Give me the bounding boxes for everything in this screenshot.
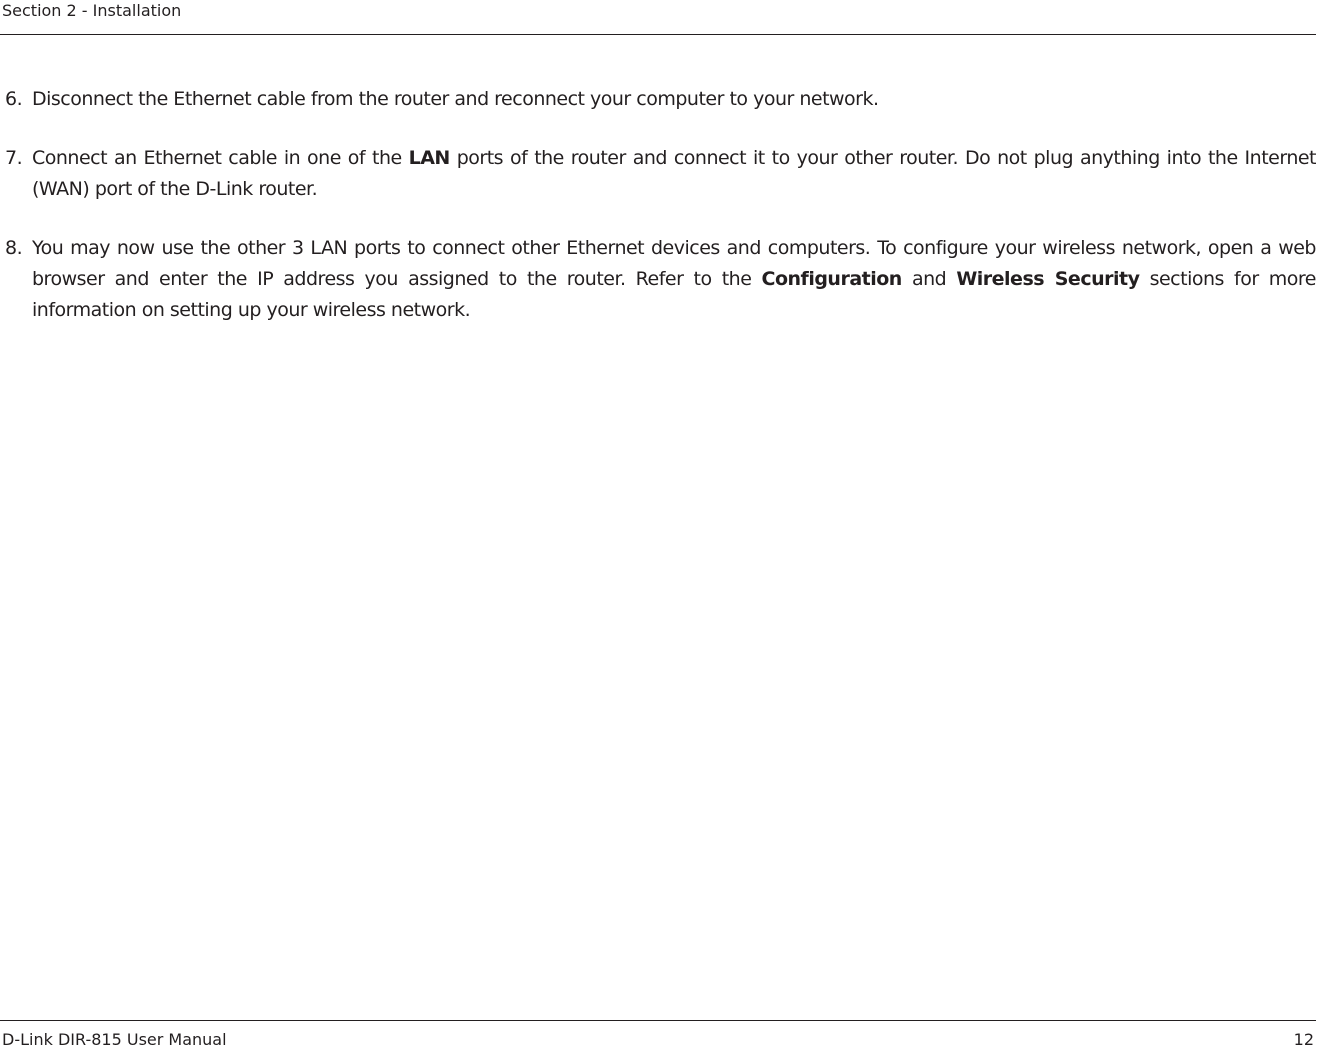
step-6-text: Disconnect the Ethernet cable from the router and reconnect your computer to your network.: [32, 88, 879, 110]
step-text: [32, 84, 1316, 115]
step-text: [32, 233, 1316, 326]
step-number: 6.: [5, 88, 23, 110]
manual-title: D-Link DIR-815 User Manual: [2, 1030, 227, 1049]
step-number: 7.: [5, 147, 23, 169]
wireless-security-term: Wireless Security: [956, 268, 1140, 290]
step-8-text-after: sections for more information on setting up your wireless network.: [32, 268, 1316, 321]
step-7-text-before: Connect an Ethernet cable in one of the: [32, 147, 409, 169]
step-7: [0, 143, 1316, 205]
page-number: 12: [1293, 1030, 1314, 1049]
lan-term: LAN: [408, 147, 450, 169]
header-divider: [0, 34, 1316, 35]
step-6: [0, 84, 1316, 115]
step-8-text-middle: and: [901, 268, 957, 290]
step-8: [0, 233, 1316, 326]
footer-divider: [0, 1020, 1316, 1021]
configuration-term: Configuration: [761, 268, 902, 290]
step-number: 8.: [5, 237, 23, 259]
step-text: [32, 143, 1316, 205]
section-header: Section 2 - Installation: [2, 1, 182, 20]
instruction-steps: [0, 84, 1316, 354]
step-8-text-before: You may now use the other 3 LAN ports to connect other Ethernet devices and computers. To configure your wireless network, open a web browser and enter the IP address you assigned to the router. Refer to the: [32, 237, 1316, 290]
step-7-text-after: ports of the router and connect it to your other router. Do not plug anything into the Internet (WAN) port of the D-Link router.: [32, 147, 1316, 200]
